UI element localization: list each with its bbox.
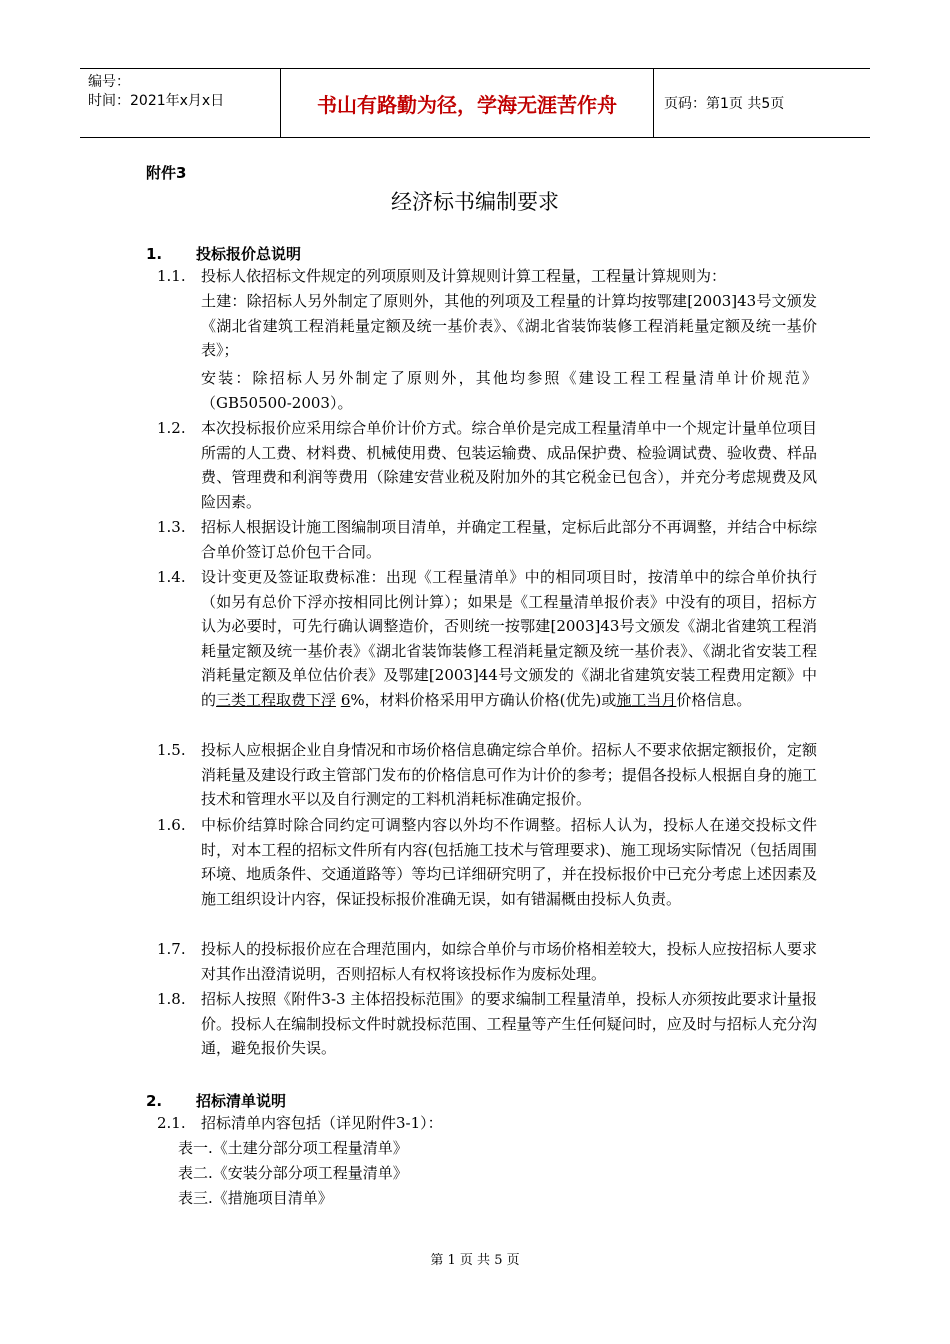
attachment-label: 附件3 bbox=[146, 164, 187, 182]
item-number: 1.1. bbox=[157, 267, 186, 285]
section-title: 招标清单说明 bbox=[196, 1092, 287, 1110]
list-item bbox=[157, 937, 817, 986]
doc-number-label: 编号： bbox=[88, 74, 130, 90]
list-item bbox=[157, 416, 817, 514]
item-text: 投标人应根据企业自身情况和市场价格信息确定综合单价。招标人不要求依据定额报价，定额消耗量及建设行政主管部门发布的价格信息可作为计价的参考；提倡各投标人根据自身的施工技术和管理水平以及自行测定的工料机消耗标准确定报价。 bbox=[201, 741, 817, 808]
underlined-term: 三类工程取费下浮 bbox=[216, 690, 337, 709]
item-text: 招标清单内容包括（详见附件3-1）： bbox=[201, 1114, 443, 1132]
header-meta bbox=[80, 69, 280, 137]
section-number: 1. bbox=[146, 245, 163, 263]
item-text-mid: %，材料价格采用甲方确认价格(优先)或 bbox=[350, 690, 617, 709]
underlined-period: 施工当月 bbox=[616, 690, 677, 709]
item-text: 中标价结算时除合同约定可调整内容以外均不作调整。招标人认为，投标人在递交投标文件时，对本工程的招标文件所有内容(包括施工技术与管理要求)、施工现场实际情况（包括周围环境、地质条件、交通道路等）等均已详细研究明了，并在投标报价中已充分考虑上述因素及施工组织设计内容，保证投标报价准确无误，如有错漏概由投标人负责。 bbox=[201, 816, 817, 908]
section-title: 投标报价总说明 bbox=[196, 245, 302, 263]
page-footer: 第 1 页 共 5 页 bbox=[430, 1253, 520, 1268]
item-text: 招标人按照《附件3-3 主体招投标范围》的要求编制工程量清单，投标人亦须按此要求计量报价。投标人在编制投标文件时就投标范围、工程量等产生任何疑问时，应及时与招标人充分沟通，避免报价失误。 bbox=[201, 990, 817, 1057]
item-text bbox=[201, 565, 817, 712]
item-text: 投标人的投标报价应在合理范围内，如综合单价与市场价格相差较大，投标人应按招标人要求对其作出澄清说明，否则招标人有权将该投标作为废标处理。 bbox=[201, 940, 817, 983]
item-text: 本次投标报价应采用综合单价计价方式。综合单价是完成工程量清单中一个规定计量单位项目所需的人工费、材料费、机械使用费、包装运输费、成品保护费、检验调试费、验收费、样品费、管理费和利润等费用（除建安营业税及附加外的其它税金已包含），并充分考虑规费及风险因素。 bbox=[201, 419, 817, 511]
item-number: 1.7. bbox=[157, 940, 186, 958]
section-1-heading bbox=[146, 243, 301, 264]
table-list-item: 表一.《土建分部分项工程量清单》 bbox=[178, 1139, 408, 1157]
list-item bbox=[157, 738, 817, 812]
section-number: 2. bbox=[146, 1092, 163, 1110]
item-text: 投标人依招标文件规定的列项原则及计算规则计算工程量，工程量计算规则为： bbox=[201, 267, 727, 285]
item-number: 1.8. bbox=[157, 990, 186, 1008]
doc-time-label: 时间：2021年x月x日 bbox=[88, 93, 225, 109]
list-item bbox=[157, 987, 817, 1061]
table-list-item: 表二.《安装分部分项工程量清单》 bbox=[178, 1164, 408, 1182]
sub-paragraph-install: 安装：除招标人另外制定了原则外，其他均参照《建设工程工程量清单计价规范》（GB50500-2003）。 bbox=[201, 369, 817, 412]
item-text-main: 设计变更及签证取费标准：出现《工程量清单》中的相同项目时，按清单中的综合单价执行（如另有总价下浮亦按相同比例计算）；如果是《工程量清单报价表》中没有的项目，招标方认为必要时，可先行确认调整造价，否则统一按鄂建[2003]43号文颁发《湖北省建筑工程消耗量定额及统一基价表》《湖北省装饰装修工程消耗量定额及统一基价表》、《湖北省安装工程消耗量定额及单位估价表》及鄂建[2003]44号文颁发的《湖北省建筑安装工程费用定额》中的 bbox=[201, 568, 817, 709]
item-number: 2.1. bbox=[157, 1114, 186, 1132]
section-2-heading bbox=[146, 1090, 286, 1111]
list-item bbox=[157, 813, 817, 911]
document-title: 经济标书编制要求 bbox=[391, 190, 559, 214]
list-item bbox=[157, 515, 817, 564]
underlined-rate: 6 bbox=[340, 690, 351, 709]
item-text-end: 价格信息。 bbox=[676, 690, 752, 709]
item-number: 1.6. bbox=[157, 816, 186, 834]
item-text: 招标人根据设计施工图编制项目清单，并确定工程量，定标后此部分不再调整，并结合中标综合单价签订总价包干合同。 bbox=[201, 518, 817, 561]
item-number: 1.2. bbox=[157, 419, 186, 437]
item-number: 1.3. bbox=[157, 518, 186, 536]
page-header bbox=[80, 68, 870, 138]
list-item bbox=[157, 264, 817, 289]
item-number: 1.4. bbox=[157, 568, 186, 586]
list-item bbox=[157, 1111, 817, 1136]
sub-paragraph-civil: 土建：除招标人另外制定了原则外，其他的列项及工程量的计算均按鄂建[2003]43号文颁发《湖北省建筑工程消耗量定额及统一基价表》、《湖北省装饰装修工程消耗量定额及统一基价表》； bbox=[201, 292, 817, 359]
list-item bbox=[157, 565, 817, 712]
header-page-info: 页码：第1页 共5页 bbox=[664, 96, 785, 112]
header-motto: 书山有路勤为径，学海无涯苦作舟 bbox=[280, 69, 654, 137]
table-list-item: 表三.《措施项目清单》 bbox=[178, 1189, 333, 1207]
item-number: 1.5. bbox=[157, 741, 186, 759]
